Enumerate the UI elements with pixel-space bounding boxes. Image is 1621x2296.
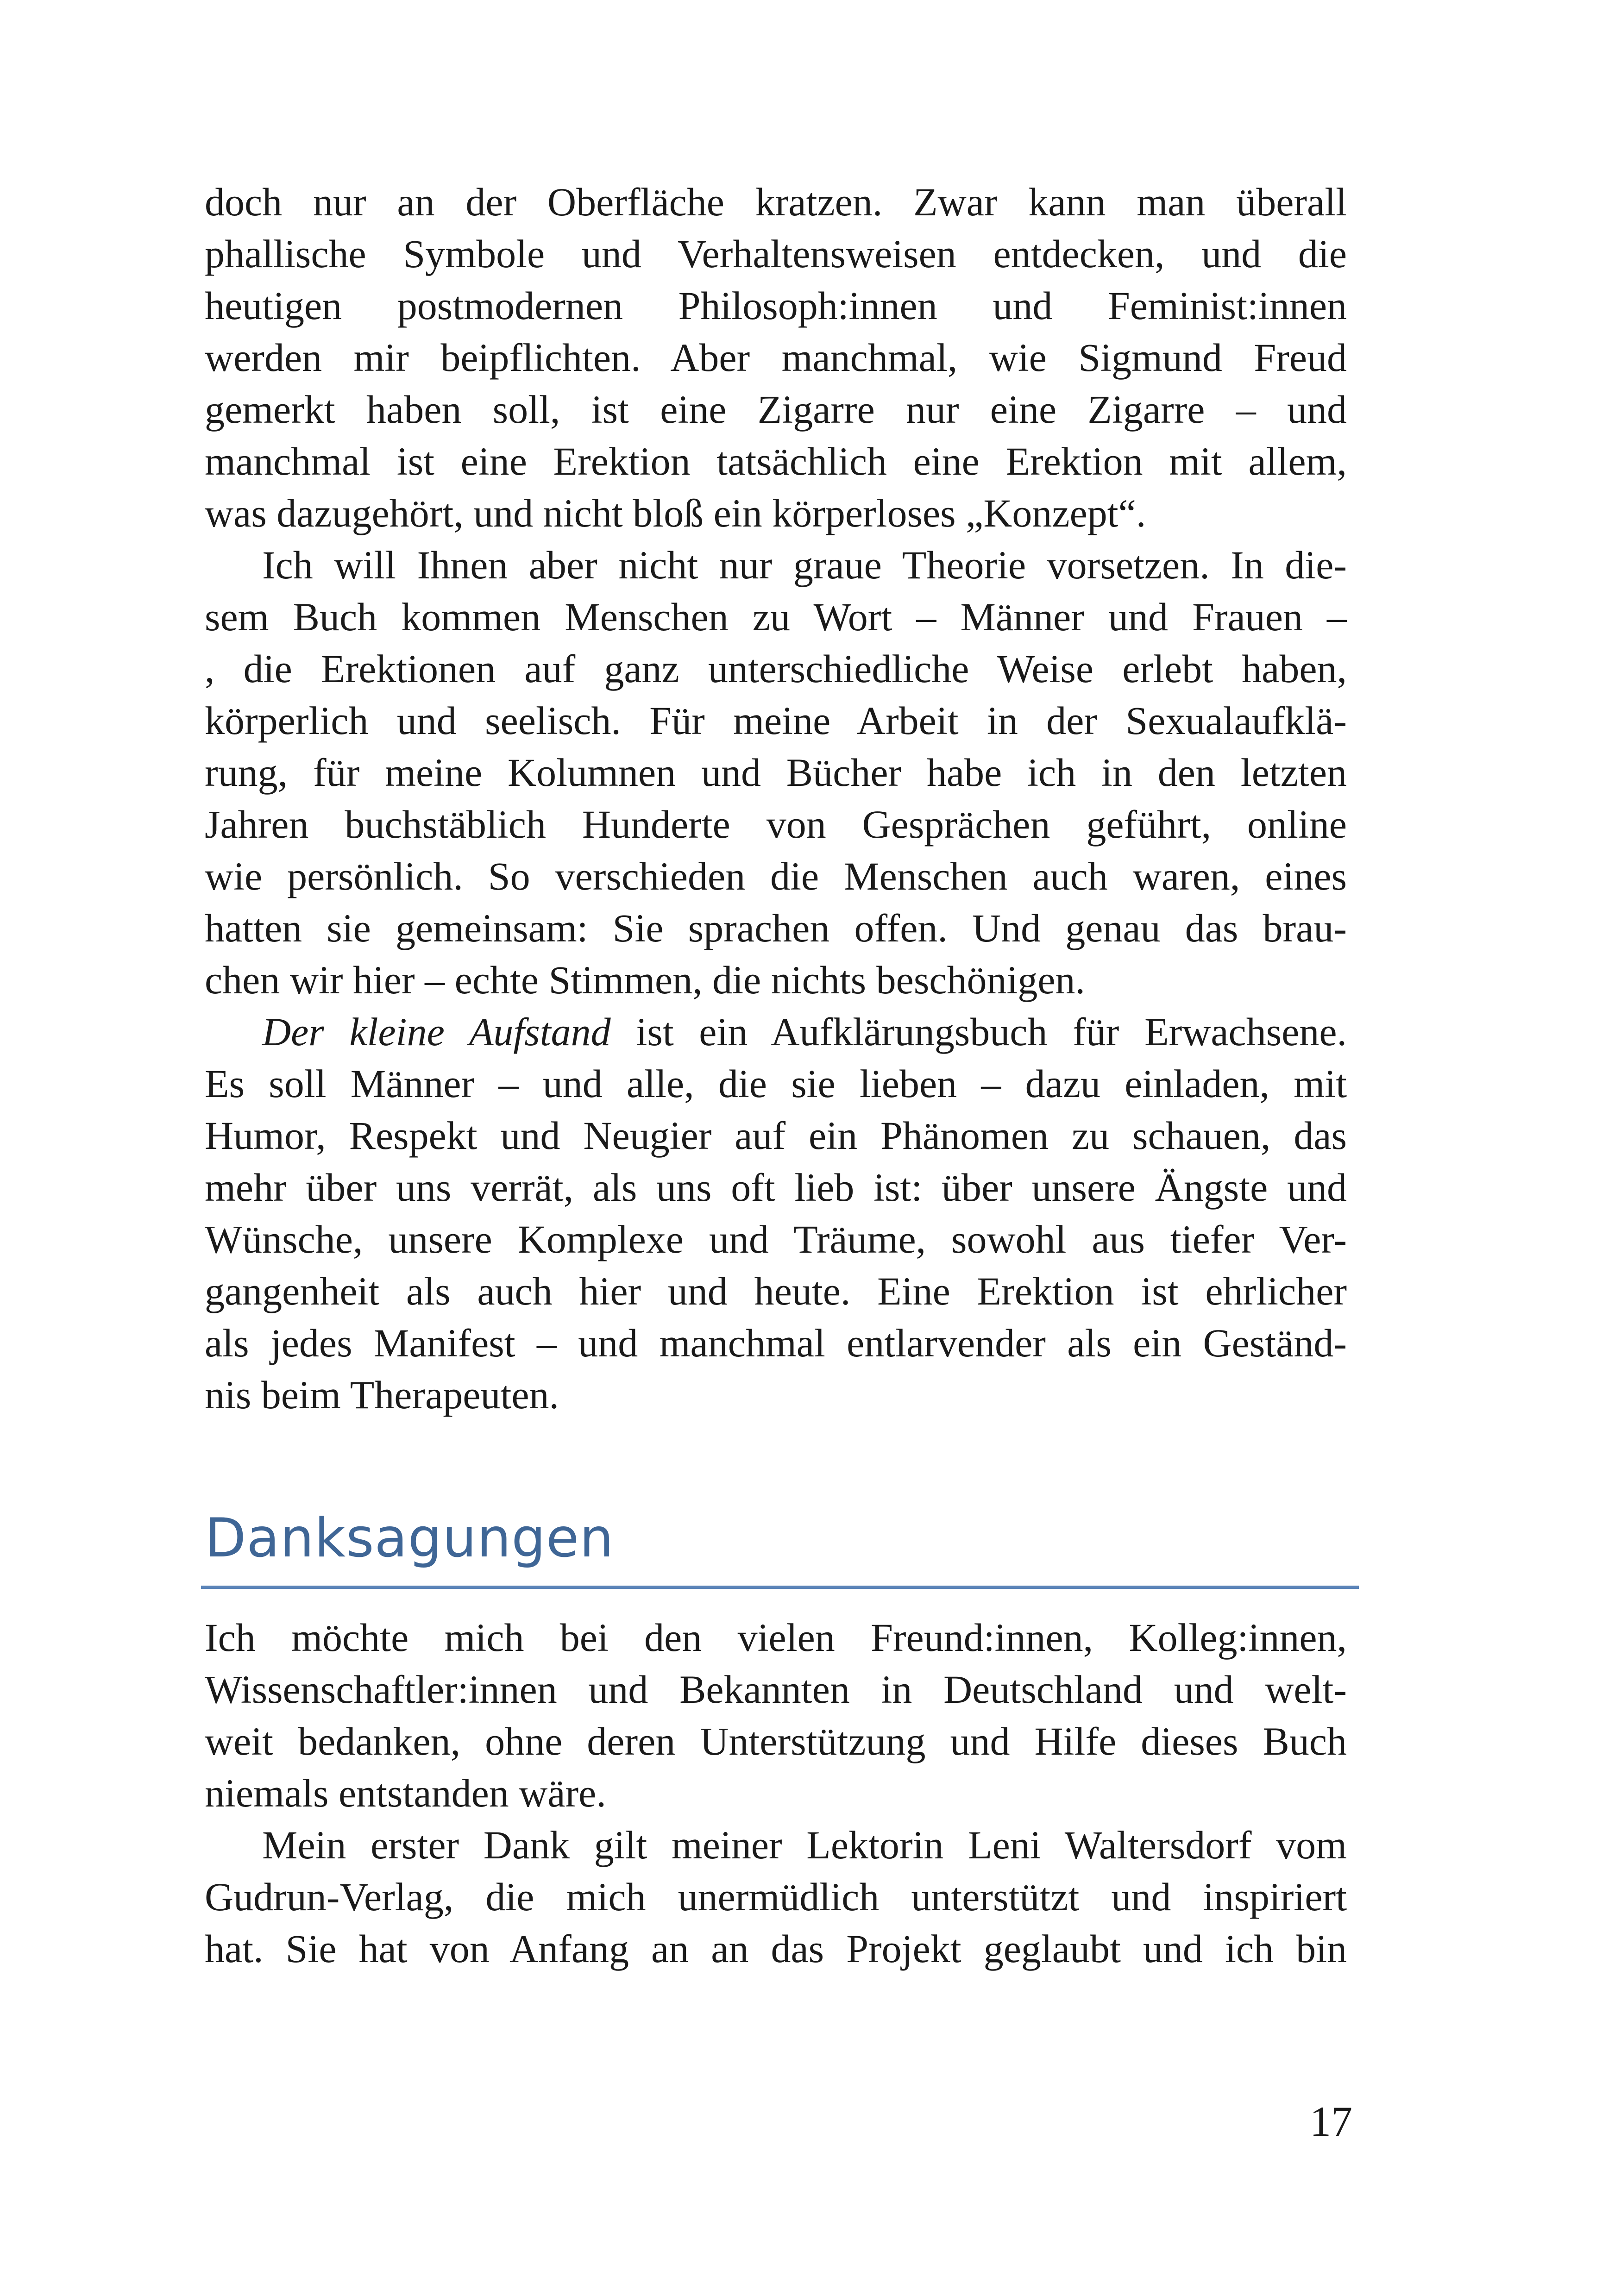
- text-line: körperlich und seelisch. Für meine Arbeit in der Sexualaufklä-: [205, 698, 1347, 743]
- text-line: Mein erster Dank gilt meiner Lektorin Leni Waltersdorf vom: [262, 1823, 1347, 1867]
- section-heading: Danksagungen: [205, 1507, 614, 1569]
- text-line: niemals entstanden wäre.: [205, 1771, 606, 1815]
- text-line: chen wir hier – echte Stimmen, die nichts beschönigen.: [205, 958, 1086, 1002]
- text-line: doch nur an der Oberfläche kratzen. Zwar kann man überall: [205, 180, 1347, 224]
- text-line: Jahren buchstäblich Hunderte von Gesprächen geführt, online: [205, 802, 1347, 847]
- book-title: Der kleine Aufstand: [262, 1010, 611, 1054]
- heading-underline: [201, 1586, 1359, 1589]
- text-line: als jedes Manifest – und manchmal entlarvender als ein Geständ-: [205, 1321, 1347, 1365]
- text-line: heutigen postmodernen Philosoph:innen und Feminist:innen: [205, 283, 1347, 328]
- text-line: Wissenschaftler:innen und Bekannten in Deutschland und welt-: [205, 1667, 1347, 1712]
- text-line: Ich will Ihnen aber nicht nur graue Theorie vorsetzen. In die-: [262, 543, 1347, 587]
- text-line: gemerkt haben soll, ist eine Zigarre nur eine Zigarre – und: [205, 387, 1347, 432]
- text-line: rung, für meine Kolumnen und Bücher habe ich in den letzten: [205, 750, 1347, 795]
- page-number: 17: [1310, 2098, 1352, 2145]
- text-line: Gudrun-Verlag, die mich unermüdlich unterstützt und inspiriert: [205, 1875, 1347, 1919]
- text-line: weit bedanken, ohne deren Unterstützung und Hilfe dieses Buch: [205, 1719, 1347, 1763]
- text-line: hat. Sie hat von Anfang an an das Projekt geglaubt und ich bin: [205, 1926, 1347, 1971]
- text-line: nis beim Therapeuten.: [205, 1373, 559, 1417]
- text-line: gangenheit als auch hier und heute. Eine Erektion ist ehrlicher: [205, 1269, 1347, 1313]
- text-line: werden mir beipflichten. Aber manchmal, wie Sigmund Freud: [205, 335, 1347, 380]
- text-line: Ich möchte mich bei den vielen Freund:innen, Kolleg:innen,: [205, 1615, 1347, 1660]
- text-line: manchmal ist eine Erektion tatsächlich eine Erektion mit allem,: [205, 439, 1347, 483]
- body-text-top: [205, 176, 1347, 1421]
- body-text-section: [205, 1612, 1347, 1975]
- text-line: phallische Symbole und Verhaltensweisen entdecken, und die: [205, 232, 1347, 276]
- text-line: sem Buch kommen Menschen zu Wort – Männer und Frauen –: [205, 595, 1347, 639]
- text-line: wie persönlich. So verschieden die Menschen auch waren, eines: [205, 854, 1347, 898]
- text-line: was dazugehört, und nicht bloß ein körperloses „Konzept“.: [205, 491, 1146, 535]
- text-line: [205, 1006, 1347, 1058]
- text-line: hatten sie gemeinsam: Sie sprachen offen. Und genau das brau-: [205, 906, 1347, 950]
- text-line: , die Erektionen auf ganz unterschiedliche Weise erlebt haben,: [205, 646, 1347, 691]
- text-line: Humor, Respekt und Neugier auf ein Phänomen zu schauen, das: [205, 1113, 1347, 1158]
- text-line: mehr über uns verrät, als uns oft lieb ist: über unsere Ängste und: [205, 1165, 1347, 1210]
- text-line: Wünsche, unsere Komplexe und Träume, sowohl aus tiefer Ver-: [205, 1217, 1347, 1261]
- text-line: Es soll Männer – und alle, die sie lieben – dazu einladen, mit: [205, 1061, 1347, 1106]
- text-segment: ist ein Aufklärungsbuch für Erwachsene.: [610, 1010, 1347, 1054]
